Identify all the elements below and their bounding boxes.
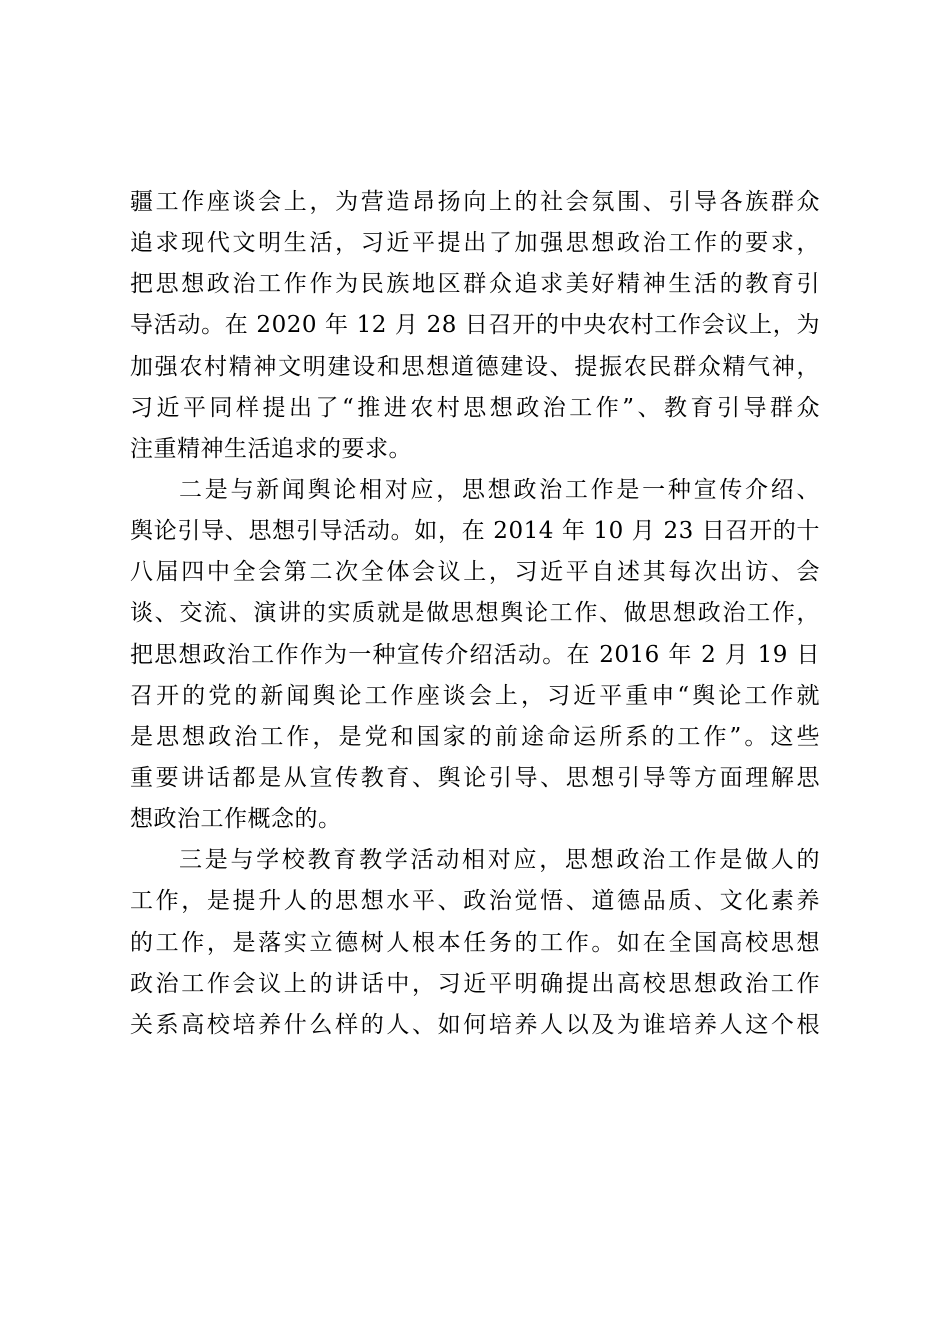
text-line: 三是与学校教育教学活动相对应，思想政治工作是做人的 [179,847,820,874]
text-line: 谈、交流、演讲的实质就是做思想舆论工作、做思想政治工作， [130,600,820,627]
text-line: 关系高校培养什么样的人、如何培养人以及为谁培养人这个根 [130,1011,820,1038]
text-line: 导活动。在 2020 年 12 月 28 日召开的中央农村工作会议上，为 [130,312,820,339]
text-line: 习近平同样提出了“推进农村思想政治工作”、教育引导群众 [130,394,820,421]
text-line: 重要讲话都是从宣传教育、舆论引导、思想引导等方面理解思 [130,764,820,791]
text-line: 舆论引导、思想引导活动。如，在 2014 年 10 月 23 日召开的十 [130,518,820,545]
text-line: 疆工作座谈会上，为营造昂扬向上的社会氛围、引导各族群众 [130,189,820,215]
body-text [130,182,820,1046]
text-line: 政治工作会议上的讲话中，习近平明确提出高校思想政治工作 [130,970,820,997]
text-line: 加强农村精神文明建设和思想道德建设、提振农民群众精气神， [130,353,820,380]
text-line: 把思想政治工作作为一种宣传介绍活动。在 2016 年 2 月 19 日 [130,641,820,668]
text-line: 八届四中全会第二次全体会议上，习近平自述其每次出访、会 [130,559,820,586]
text-line: 注重精神生活追求的要求。 [130,435,412,462]
text-line: 追求现代文明生活，习近平提出了加强思想政治工作的要求， [130,230,820,257]
text-line: 二是与新闻舆论相对应，思想政治工作是一种宣传介绍、 [179,476,820,503]
text-line: 把思想政治工作作为民族地区群众追求美好精神生活的教育引 [130,271,820,298]
text-line: 是思想政治工作，是党和国家的前途命运所系的工作”。这些 [130,723,820,750]
text-line: 想政治工作概念的。 [130,806,342,833]
text-line: 召开的党的新闻舆论工作座谈会上，习近平重申“舆论工作就 [130,682,820,709]
text-line: 工作，是提升人的思想水平、政治觉悟、道德品质、文化素养 [130,888,820,915]
text-line: 的工作，是落实立德树人根本任务的工作。如在全国高校思想 [130,929,820,956]
